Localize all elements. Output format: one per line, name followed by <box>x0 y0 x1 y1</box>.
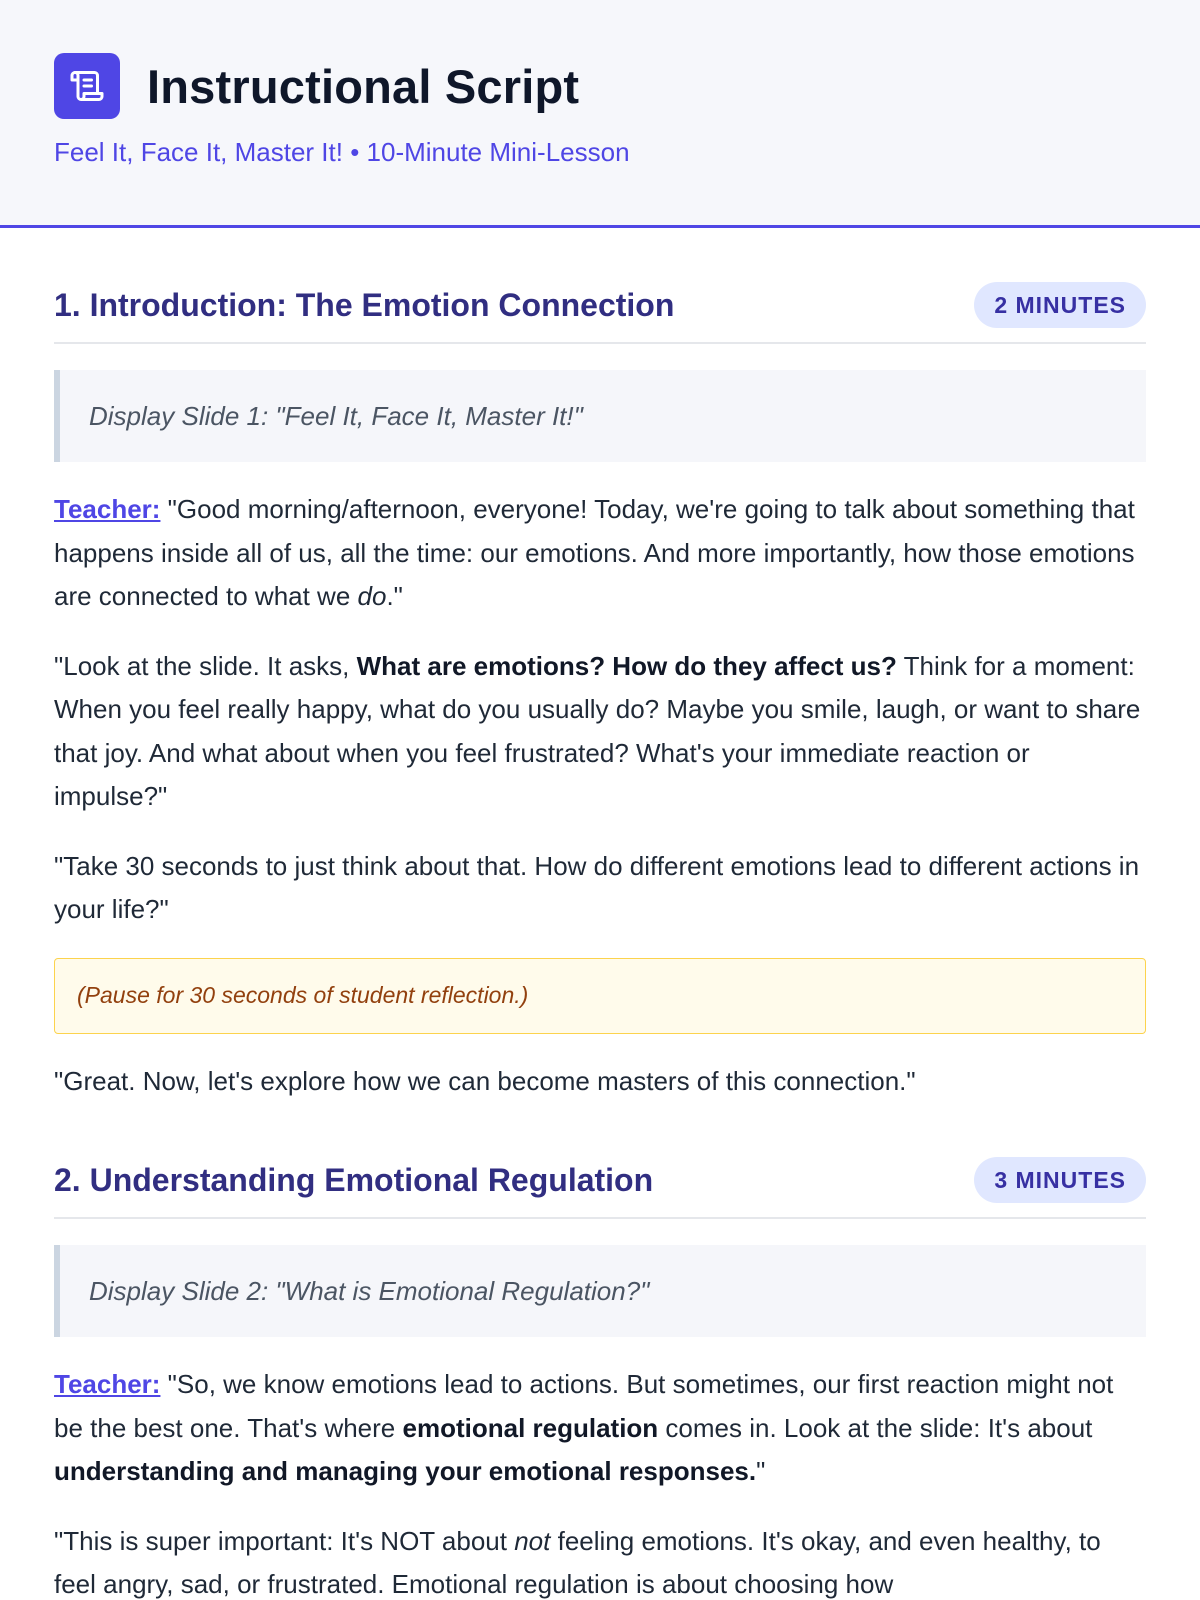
emphasis-text: do <box>357 581 387 611</box>
pause-note: (Pause for 30 seconds of student reflection.) <box>54 958 1146 1034</box>
section-header <box>54 282 1146 344</box>
bold-definition: understanding and managing your emotional responses. <box>54 1456 757 1486</box>
section-emotional-regulation <box>54 1157 1146 1600</box>
emphasis-text: not <box>514 1525 551 1556</box>
paragraph-text: "This is super important: It's NOT about <box>54 1525 515 1556</box>
paragraph <box>54 1520 1146 1600</box>
teacher-paragraph <box>54 488 1146 619</box>
slide-note: Display Slide 2: "What is Emotional Regulation?" <box>54 1245 1146 1337</box>
section-header <box>54 1157 1146 1219</box>
bold-question: What are emotions? How do they affect us? <box>356 650 897 681</box>
paragraph-text: "So, we know emotions lead to actions. But sometimes, our first reaction might not be the best one. That's where <box>54 1369 1114 1443</box>
paragraph-text: Think for a moment: When you feel really happy, what do you usually do? Maybe you smile, laugh, or want to share that joy. And what about when you feel frustrated? What's your immediate reaction or impulse?" <box>54 650 1141 811</box>
teacher-paragraph <box>54 1363 1146 1494</box>
page-header <box>0 0 1200 228</box>
teacher-label: Teacher: <box>54 1369 161 1399</box>
section-introduction <box>54 282 1146 1103</box>
paragraph-text: " <box>756 1456 766 1486</box>
scroll-icon <box>54 53 120 119</box>
paragraph-text: "Good morning/afternoon, everyone! Today, we're going to talk about something that happens inside all of us, all the time: our emotions. And more importantly, how those emotions are connected to what we <box>54 494 1135 611</box>
paragraph <box>54 645 1146 819</box>
section-title: 1. Introduction: The Emotion Connection <box>54 286 675 323</box>
script-content <box>0 282 1200 1600</box>
slide-note: Display Slide 1: "Feel It, Face It, Master It!" <box>54 370 1146 462</box>
section-title: 2. Understanding Emotional Regulation <box>54 1161 654 1198</box>
page-subtitle: Feel It, Face It, Master It! • 10-Minute Mini-Lesson <box>54 137 630 167</box>
teacher-label: Teacher: <box>54 494 161 524</box>
duration-badge: 2 MINUTES <box>974 282 1146 328</box>
title-row <box>54 53 1146 119</box>
paragraph: "Great. Now, let's explore how we can become masters of this connection." <box>54 1065 916 1096</box>
duration-badge: 3 MINUTES <box>974 1157 1146 1203</box>
bold-term: emotional regulation <box>402 1412 659 1443</box>
page-title: Instructional Script <box>147 59 580 113</box>
paragraph-text: ." <box>386 581 403 611</box>
paragraph-text: feeling emotions. It's okay, and even healthy, to feel angry, sad, or frustrated. Emotional regulation is about choosing how <box>54 1525 1101 1599</box>
paragraph-text: comes in. Look at the slide: It's about <box>658 1412 1093 1443</box>
paragraph: "Take 30 seconds to just think about that. How do different emotions lead to different actions in your life?" <box>54 850 1140 924</box>
paragraph-text: "Look at the slide. It asks, <box>54 650 357 681</box>
